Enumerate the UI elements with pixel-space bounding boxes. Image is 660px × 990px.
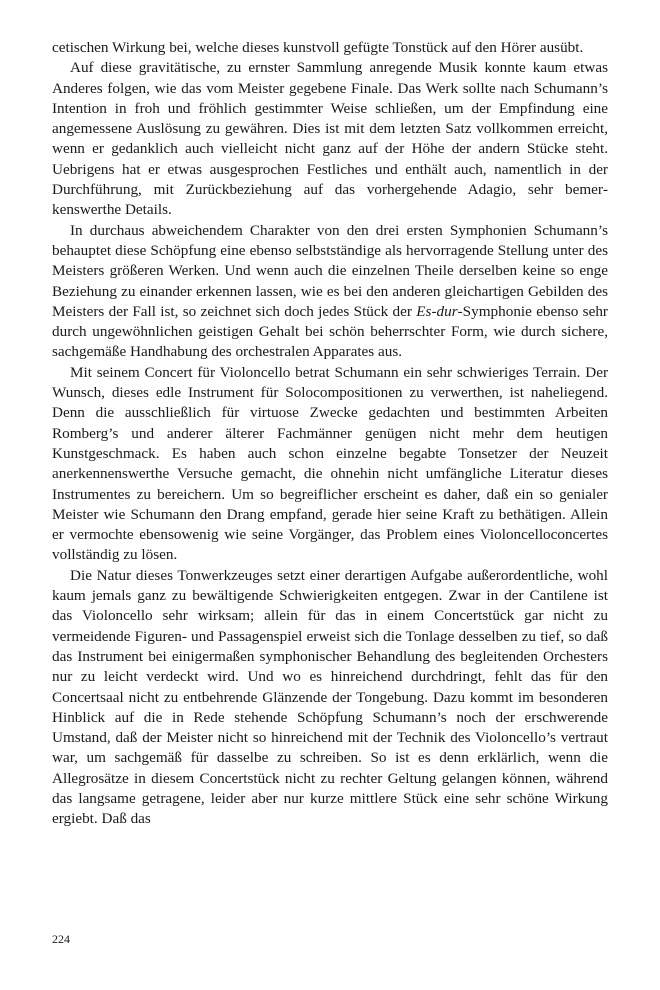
paragraph-5 — [52, 566, 608, 830]
paragraph-1 — [52, 38, 608, 58]
paragraph-2-text: Auf diese gravitätische, zu ernster Sammlung anregende Musik konnte kaum etwas Anderes folgen, wie das vom Meister gegebene Finale. Das Werk sollte nach Schumann’s Intention in froh und fröhlich gestimmter Weise schließen, um der Empfindung eine angemessene Auslösung zu gewähren. Dies ist mit dem letzten Satz vollkommen erreicht, wenn er gedanklich auch vielleicht nicht ganz auf der Höhe der andern Stücke steht. Uebrigens hat er etwas ausgesprochen Festliches und enthält auch, namentlich in der Durchführung, mit Zurückbeziehung auf das vorhergehende Adagio, sehr bemerkenswerthe Details. — [52, 59, 608, 219]
paragraph-4 — [52, 363, 608, 566]
paragraph-5-text: Die Natur dieses Tonwerkzeuges setzt einer derartigen Aufgabe außerordentliche, wohl kaum jemals ganz zu bewältigende Schwierigkeiten entgegen. Zwar in der Cantilene ist das Violoncello sehr wirksam; allein für das in einem Concertstück gar nicht zu vermeidende Figuren- und Passagenspiel erweist sich die Tonlage desselben zu tief, so daß das Instrument bei einigermaßen symphonischer Behandlung des begleitenden Orchesters nur zu leicht verdeckt wird. Und wo es hinreichend durchdringt, fehlt das für den Concertsaal nicht zu entbehrende Glänzende der Tongebung. Dazu kommt im besonderen Hinblick auf die in Rede stehende Schöpfung Schumann’s noch der erschwerende Umstand, daß der Meister nicht so hinreichend mit der Technik des Violoncello’s vertraut war, um sachgemäß für dasselbe zu schreiben. So ist es denn erklärlich, wenn die Allegrosätze in diesem Concertstück nicht zu rechter Geltung gelangen können, während das langsame getragene, leider aber nur kurze mittlere Stück eine sehr schöne Wirkung ergiebt. Daß das — [52, 566, 608, 828]
paragraph-1-text: cetischen Wirkung bei, welche dieses kunstvoll gefügte Tonstück auf den Hörer ausübt. — [52, 39, 584, 56]
paragraph-2 — [52, 58, 608, 220]
paragraph-3 — [52, 221, 608, 363]
page-number: 224 — [52, 932, 70, 946]
page-body — [52, 38, 608, 830]
paragraph-3-text-a: In durchaus abweichendem Charakter von den drei ersten Symphonien Schumann’s behauptet diese Schöpfung eine ebenso selbstständige als hervorragende Stellung unter des Meisters größeren Werken. Und wenn auch die einzelnen Theile derselben keine so enge Beziehung zu einander erkennen lassen, wie es bei den anderen gleichartigen Gebilden des Meisters der Fall ist, so zeichnet sich doch jedes Stück der — [52, 221, 608, 320]
key-name-italic: Es-dur — [416, 302, 458, 320]
paragraph-4-text: Mit seinem Concert für Violoncello betrat Schumann ein sehr schwieriges Terrain. Der Wunsch, dieses edle Instrument für Solocompositionen zu verwerthen, ist naheliegend. Denn die ausschließlich für virtuose Zwecke gedachten und bestimmten Arbeiten Romberg’s und anderer älterer Fachmänner genügen nicht mehr dem heutigen Kunstgeschmack. Es haben auch schon einzelne begabte Tonsetzer der Neuzeit anerkennenswerthe Versuche gemacht, die ohnehin nicht umfängliche Literatur dieses Instrumentes zu bereichern. Um so begreiflicher erscheint es daher, daß ein so genialer Meister wie Schumann den Drang empfand, gerade hier seine Kraft zu bethätigen. Allein er vermochte ebensowenig wie seine Vorgänger, das Problem eines Violoncelloconcertes vollständig zu lösen. — [52, 363, 608, 564]
paragraph-3-text-b: -Symphonie ebenso sehr durch ungewöhnlichen geistigen Gehalt bei schön beherrschter Form, wie durch sichere, sachgemäße Handhabung des orchestralen Apparates aus. — [52, 302, 608, 361]
